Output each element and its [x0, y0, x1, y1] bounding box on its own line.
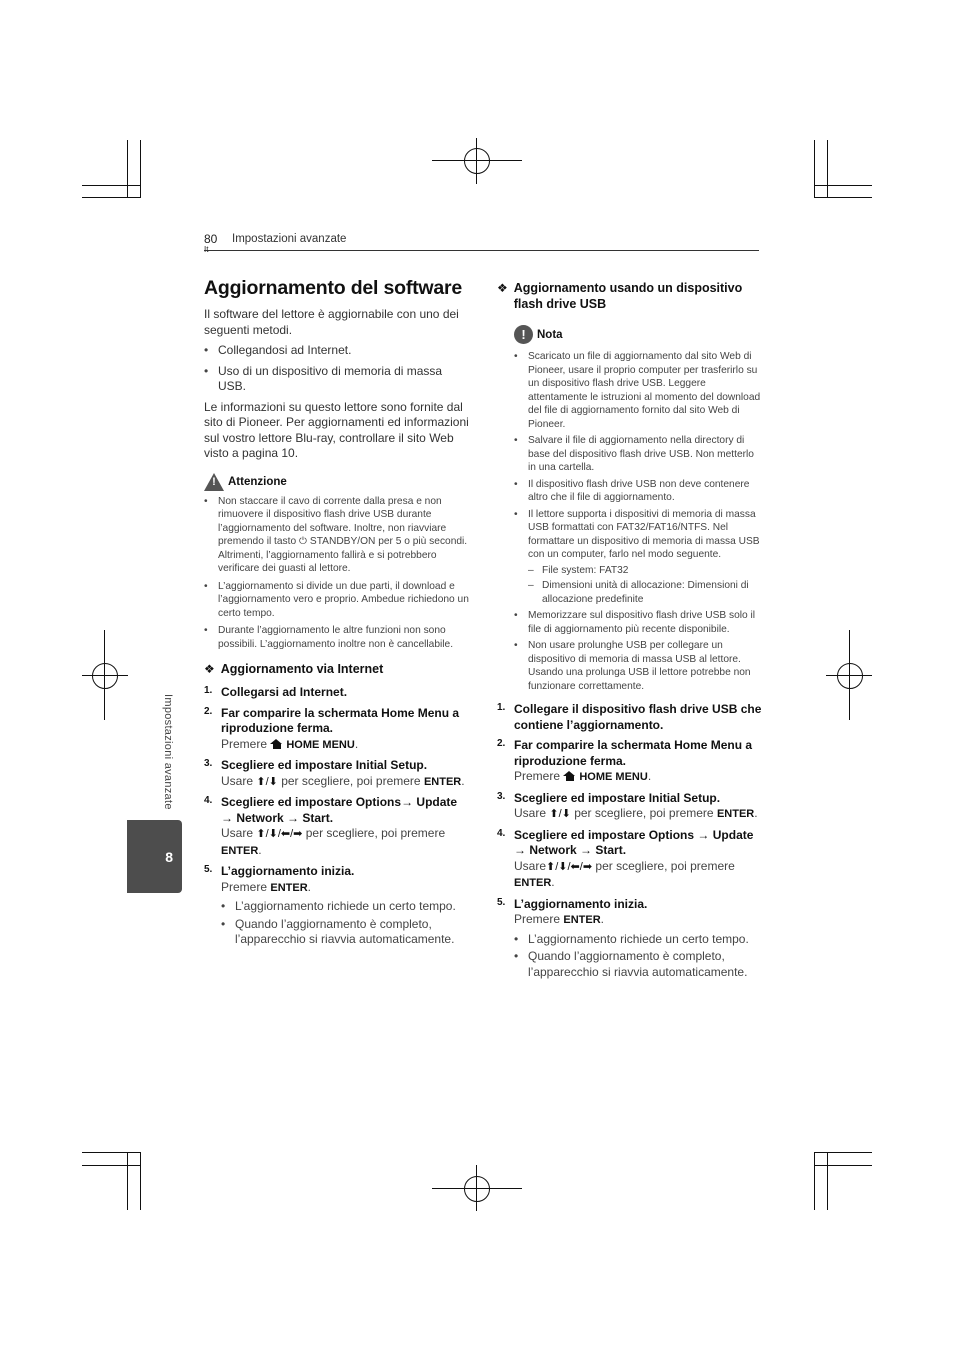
enter-key: ENTER — [514, 877, 552, 889]
step: 2. Far comparire la schermata Home Menu a riproduzione ferma. Premere HOME MENU. — [204, 705, 460, 751]
list-item: • Memorizzare sul dispositivo flash drive USB solo il file di aggiornamento più recente disponibile. — [514, 609, 762, 636]
list-item: • Non usare prolunghe USB per collegare un dispositivo di memoria di massa USB al lettore. Usando una prolunga USB il lettore potrebbe non funzionare correttamente. — [514, 639, 762, 693]
enter-key: ENTER — [423, 775, 462, 788]
home-icon — [270, 739, 283, 749]
chapter-tab — [127, 820, 182, 893]
arrow-icon: → — [580, 843, 593, 857]
page-title: Aggiornamento del software — [204, 277, 463, 299]
warning-icon: ! — [204, 473, 224, 491]
home-icon — [563, 771, 576, 781]
enter-key: ENTER — [716, 808, 755, 820]
diamond-bullet-icon: ❖ — [204, 662, 215, 676]
step: 2. Far comparire la schermata Home Menu a riproduzione ferma. Premere HOME MENU. — [497, 738, 753, 783]
usb-steps — [497, 702, 762, 980]
methods-list — [204, 343, 472, 395]
list-item: – File system: FAT32 — [528, 564, 762, 578]
step: 1. Collegarsi ad Internet. — [204, 685, 348, 699]
arrow-icon: → — [287, 810, 300, 825]
internet-heading: ❖ Aggiornamento via Internet — [204, 662, 384, 676]
chapter-number: 8 — [165, 848, 173, 865]
enter-key: ENTER — [221, 844, 259, 857]
list-item: • L’aggiornamento si divide un due parti, il download e l’aggiornamento vero e proprio. Ambedue richiedono un certo tempo. — [204, 580, 472, 621]
result-list — [221, 899, 472, 948]
power-icon: ⏻ — [299, 536, 308, 547]
arrow-icon: → — [514, 843, 526, 857]
note-heading — [514, 325, 762, 344]
section-title: Impostazioni avanzate — [232, 233, 347, 245]
step: 5. L’aggiornamento inizia. Premere ENTER. • L’aggiornamento richiede un certo tempo. • Quando l’aggiornamento è completo, l’apparecchio si riavvia automaticamente. — [204, 864, 472, 948]
home-menu-key: HOME MENU — [286, 738, 355, 751]
list-item: • Salvare il file di aggiornamento nella directory di base del dispositivo flash drive USB. Non metterlo in una cartella. — [514, 434, 762, 475]
home-menu-key: HOME MENU — [579, 771, 648, 783]
step: 4. Scegliere ed impostare Options → Update → Network → Start. Usare⬆/⬇/⬅/➡ per scegliere, poi premere ENTER. — [497, 827, 754, 889]
arrow-icon: → — [401, 795, 414, 809]
info-paragraph: Le informazioni su questo lettore sono fornite dal sito di Pioneer. Per aggiornamenti ed informazioni sul vostro lettore Blu-ray, controllare il sito Web visto a pagina 10. — [204, 399, 469, 460]
usb-heading: ❖ Aggiornamento usando un dispositivo flash drive USB — [497, 281, 743, 311]
step: 1. Collegare il dispositivo flash drive USB che contiene l’aggiornamento. — [497, 702, 762, 732]
list-item: • Uso di un dispositivo di memoria di massa USB. — [204, 364, 472, 395]
arrow-icon: → — [697, 827, 710, 842]
list-item: • Scaricato un file di aggiornamento dal sito Web di Pioneer, usare il proprio computer per trasferirlo su un dispositivo flash drive USB. Leggere attentamente le istruzioni al momento del download del file di aggiornamento fornito dal sito Web di Pioneer. — [514, 350, 762, 431]
list-item: • L’aggiornamento richiede un certo tempo. — [221, 899, 472, 915]
enter-key: ENTER — [563, 914, 601, 926]
enter-key: ENTER — [270, 881, 308, 894]
note-list — [514, 350, 762, 693]
list-item: • Durante l’aggiornamento le altre funzioni non sono possibili. L’aggiornamento inoltre non è cancellabile. — [204, 624, 472, 651]
list-item: • Quando l’aggiornamento è completo, l’apparecchio si riavvia automaticamente. — [221, 917, 472, 948]
note-label: Nota — [537, 328, 563, 341]
step: 3. Scegliere ed impostare Initial Setup. Usare ⬆/⬇ per scegliere, poi premere ENTER. — [497, 790, 758, 820]
list-item: • Il dispositivo flash drive USB non deve contenere altro che il file di aggiornamento. — [514, 478, 762, 505]
list-item: • Quando l’aggiornamento è completo, l’apparecchio si riavvia automaticamente. — [514, 949, 762, 980]
page-number: 80 — [204, 232, 218, 246]
caution-list — [204, 495, 472, 652]
format-list — [528, 564, 762, 607]
up-down-arrows-icon: ⬆/⬇ — [256, 775, 278, 788]
left-column — [204, 276, 472, 948]
side-section-label: Impostazioni avanzate — [162, 694, 174, 810]
four-way-arrows-icon: ⬆/⬇/⬅/➡ — [546, 860, 593, 873]
right-column — [497, 280, 762, 980]
intro-paragraph: Il software del lettore è aggiornabile con uno dei seguenti metodi. — [204, 307, 459, 337]
internet-steps — [204, 685, 472, 948]
step: 4. Scegliere ed impostare Options→ Update → Network → Start. Usare ⬆/⬇/⬅/➡ per scegliere, poi premere ENTER. — [204, 795, 458, 857]
diamond-bullet-icon: ❖ — [497, 281, 508, 295]
four-way-arrows-icon: ⬆/⬇/⬅/➡ — [256, 828, 303, 840]
list-item: • Collegandosi ad Internet. — [204, 343, 472, 359]
list-item: • L’aggiornamento richiede un certo tempo. — [514, 932, 762, 948]
header-rule — [204, 250, 759, 251]
up-down-arrows-icon: ⬆/⬇ — [549, 808, 571, 820]
caution-heading — [204, 473, 472, 491]
list-item: • Il lettore supporta i dispositivi di memoria di massa USB formattati con FAT32/FAT16/NTFS. Nel formattare un dispositivo di memoria di massa USB con un computer, farlo nel modo seguente. – File system: FAT32 – Dimensioni unità di allocazione: Dimensioni di allocazione predefinite — [514, 508, 762, 607]
step: 3. Scegliere ed impostare Initial Setup. Usare ⬆/⬇ per scegliere, poi premere ENTER. — [204, 758, 465, 788]
caution-label: Attenzione — [228, 475, 287, 488]
list-item: – Dimensioni unità di allocazione: Dimensioni di allocazione predefinite — [528, 579, 762, 606]
arrow-icon: → — [221, 810, 233, 825]
step: 5. L’aggiornamento inizia. Premere ENTER. • L’aggiornamento richiede un certo tempo. • Quando l’aggiornamento è completo, l’apparecchio si riavvia automaticamente. — [497, 897, 762, 981]
result-list — [514, 932, 762, 981]
exclamation-icon: ! — [514, 325, 533, 344]
list-item: • Non staccare il cavo di corrente dalla presa e non rimuovere il dispositivo flash drive USB durante l’aggiornamento del software. Inoltre, non riavviare premendo il tasto ⏻ STANDBY/ON per 5 o più secondi. Altrimenti, l’aggiornamento fallirà e si potrebbero verificare dei guasti al lettore. — [204, 495, 472, 576]
